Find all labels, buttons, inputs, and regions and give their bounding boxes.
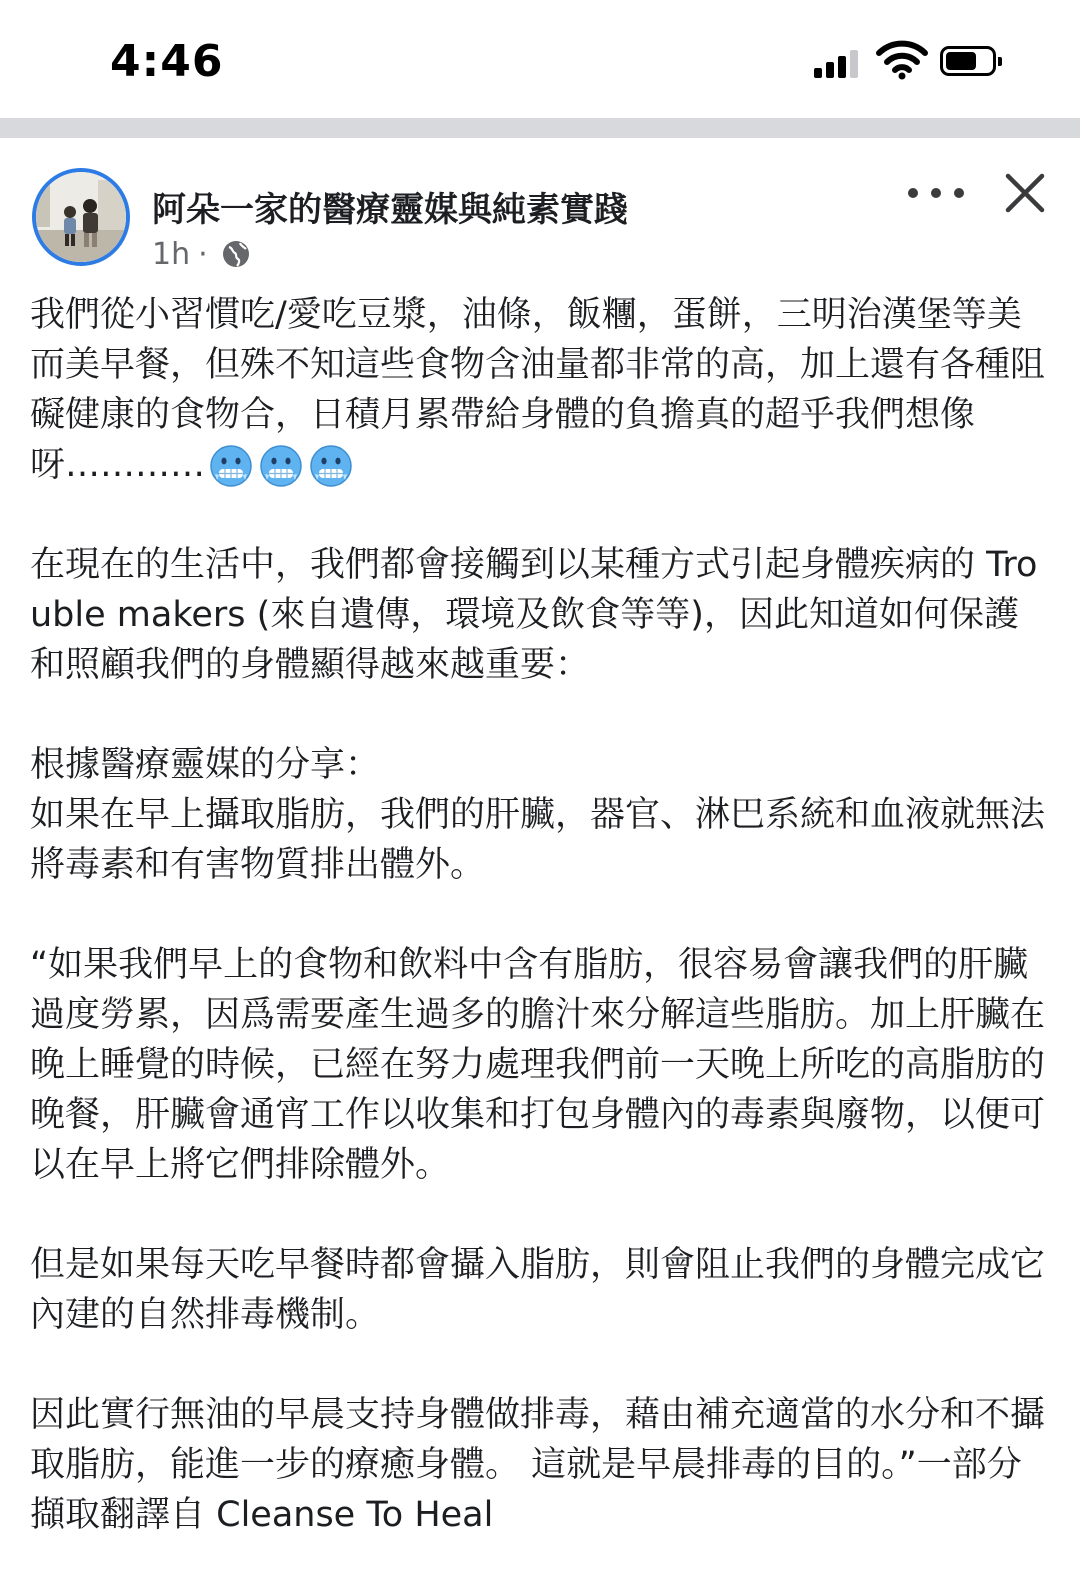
post-paragraph: 但是如果每天吃早餐時都會攝入脂肪，則會阻止我們的身體完成它內建的自然排毒機制。	[30, 1245, 1046, 1335]
post-paragraph: 我們從小習慣吃/愛吃豆漿，油條，飯糰，蛋餅，三明治漢堡等美而美早餐，但殊不知這些食物含油量都非常的高，加上還有各種阻礙健康的食物合，日積月累帶給身體的負擔真的超乎我們想像呀…………	[30, 290, 1050, 490]
post-paragraph: “如果我們早上的食物和飲料中含有脂肪，很容易會讓我們的肝臟過度勞累，因爲需要產生過多的膽汁來分解這些脂肪。加上肝臟在晚上睡覺的時候，已經在努力處理我們前一天晚上所吃的高脂肪的晚餐，肝臟會通宵工作以收集和打包身體內的毒素與廢物，以便可以在早上將它們排除體外。	[30, 945, 1046, 1185]
battery-icon	[940, 46, 996, 76]
post-paragraph: 因此實行無油的早晨支持身體做排毒，藉由補充適當的水分和不攝取脂肪，能進一步的療癒身體。 這就是早晨排毒的目的。”一部分擷取翻譯自 Cleanse To Heal	[30, 1395, 1046, 1535]
post-paragraph: 在現在的生活中，我們都會接觸到以某種方式引起身體疾病的 Trouble makers (來自遺傳，環境及飲食等等)，因此知道如何保護和照顧我們的身體顯得越來越重要：	[30, 545, 1038, 685]
page-name[interactable]: 阿朵一家的醫療靈媒與純素實踐	[152, 190, 628, 230]
avatar-photo	[36, 172, 126, 262]
facebook-post	[0, 138, 1080, 1576]
cold-face-emoji	[209, 444, 253, 488]
status-time: 4:46	[110, 36, 224, 87]
cold-face-emoji	[309, 444, 353, 488]
close-icon[interactable]	[1000, 168, 1050, 218]
meta-separator: ·	[198, 236, 208, 272]
status-bar	[0, 0, 1080, 118]
wifi-icon	[876, 40, 928, 80]
cold-face-emoji	[259, 444, 303, 488]
post-paragraph: 根據醫療靈媒的分享： 如果在早上攝取脂肪，我們的肝臟，器官、淋巴系統和血液就無法將毒素和有害物質排出體外。	[30, 745, 1046, 885]
more-icon[interactable]	[908, 178, 964, 208]
post-time[interactable]: 1h	[152, 236, 191, 272]
page-avatar[interactable]	[32, 168, 130, 266]
feed-divider	[0, 118, 1080, 138]
emoji-group	[209, 444, 353, 488]
post-meta	[152, 234, 252, 274]
cellular-signal-icon	[814, 50, 862, 78]
globe-icon	[220, 238, 252, 270]
post-body	[30, 290, 1050, 1590]
